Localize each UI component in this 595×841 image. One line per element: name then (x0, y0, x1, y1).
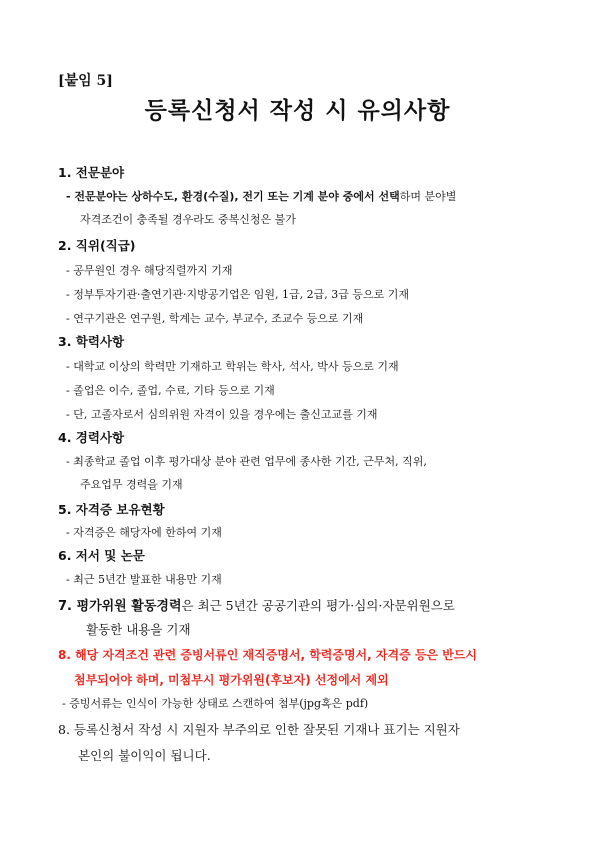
section-4-line-1: - 최종학교 졸업 이후 평가대상 분야 관련 업무에 종사한 기간, 근무처, 직위, (66, 455, 427, 468)
page-title: 등록신청서 작성 시 유의사항 (144, 98, 451, 124)
section-3-item: - 대학교 이상의 학력만 기재하고 학위는 학사, 석사, 박사 등으로 기재 (66, 360, 399, 373)
section-1-line-2: 자격조건이 충족될 경우라도 중복신청은 불가 (80, 213, 296, 226)
section-5-heading: 5. 자격증 보유현황 (58, 502, 165, 517)
attachment-label: [붙임 5] (58, 73, 113, 89)
section-1-line-1-bold: - 전문분야는 상하수도, 환경(수질), 전기 또는 기계 분야 중에서 선택 (66, 190, 400, 203)
section-1-heading: 1. 전문분야 (58, 165, 125, 180)
evidence-note: - 증빙서류는 인식이 가능한 상태로 스캔하여 첨부(jpg혹은 pdf) (62, 697, 369, 710)
section-3-item: - 단, 고졸자로서 심의위원 자격이 있을 경우에는 출신고교를 기재 (66, 408, 378, 421)
section-6-heading: 6. 저서 및 논문 (58, 548, 145, 563)
section-6-item: - 최근 5년간 발표한 내용만 기재 (66, 573, 222, 586)
section-4-heading: 4. 경력사항 (58, 430, 125, 445)
warning-line-1: 8. 해당 자격조건 관련 증빙서류인 재직증명서, 학력증명서, 자격증 등은 반드시 (58, 648, 477, 662)
section-7-line-2: 활동한 내용을 기재 (86, 622, 191, 637)
section-3-heading: 3. 학력사항 (58, 334, 125, 349)
section-8-note-line-1: 8. 등록신청서 작성 시 지원자 부주의로 인한 잘못된 기재나 표기는 지원자 (58, 722, 460, 737)
section-1-line-1-rest: 하며 분야별 (399, 190, 457, 203)
section-4-line-2: 주요업무 경력을 기재 (80, 478, 183, 491)
section-7-line-1 (58, 595, 595, 614)
section-2-item: - 공무원인 경우 해당직렬까지 기재 (66, 264, 233, 277)
section-2-item: - 연구기관은 연구원, 학계는 교수, 부교수, 조교수 등으로 기재 (66, 312, 364, 325)
section-3-item: - 졸업은 이수, 졸업, 수료, 기타 등으로 기재 (66, 384, 275, 397)
section-7-line-1-rest: 은 최근 5년간 공공기관의 평가·심의·자문위원으로 (181, 598, 455, 613)
section-7-heading: 7. 평가위원 활동경력 (58, 599, 182, 614)
section-5-item: - 자격증은 해당자에 한하여 기재 (66, 526, 222, 539)
warning-line-2: 첨부되어야 하며, 미첨부시 평가위원(후보자) 선정에서 제외 (74, 673, 389, 687)
section-2-heading: 2. 직위(직급) (58, 238, 136, 253)
section-2-item: - 정부투자기관·출연기관·지방공기업은 임원, 1급, 2급, 3급 등으로 기재 (66, 288, 409, 301)
section-8-note-line-2: 본인의 불이익이 됩니다. (78, 748, 211, 763)
section-1-line-1 (66, 188, 595, 204)
